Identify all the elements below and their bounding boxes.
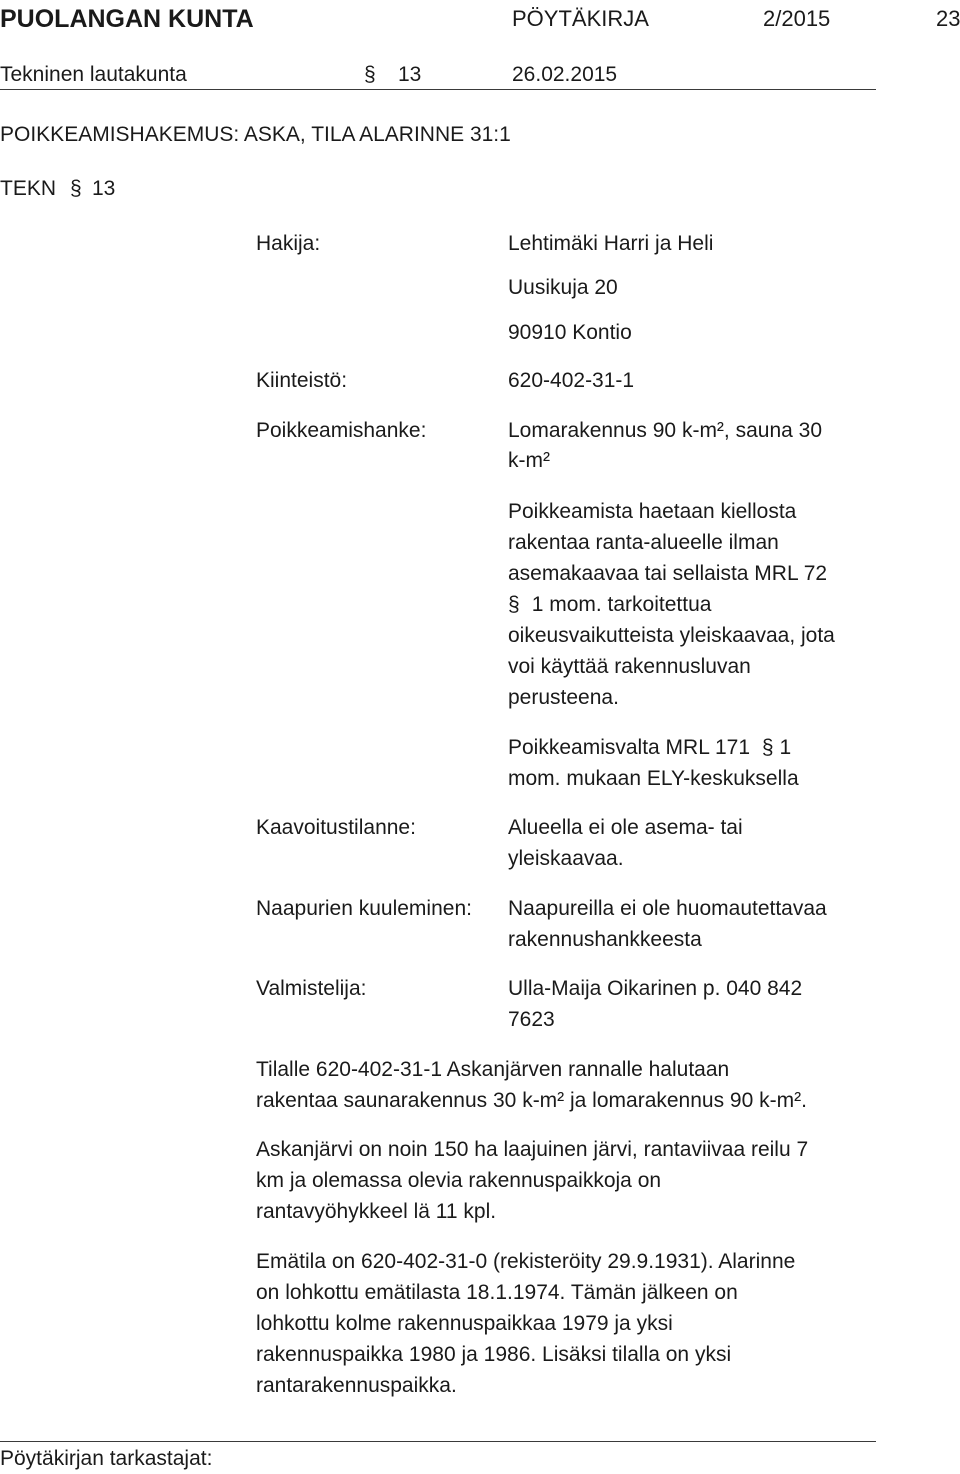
- zoning-label: Kaavoitustilanne:: [256, 816, 416, 839]
- note-line-text: 1 mom. tarkoitettua: [531, 593, 712, 616]
- neighbors-line: rakennushankkeesta: [508, 928, 702, 951]
- note-line: [508, 589, 888, 620]
- document-type: PÖYTÄKIRJA: [512, 6, 649, 31]
- body-paragraph-3: [256, 1246, 896, 1401]
- reference-symbol: §: [70, 177, 82, 200]
- footer-rule: [0, 1441, 876, 1442]
- neighbors-line: Naapureilla ei ole huomautettavaa: [508, 897, 827, 920]
- reference-prefix: TEKN: [0, 177, 57, 200]
- note-line: Poikkeamista haetaan kiellosta: [508, 500, 797, 523]
- paragraph-line: lohkottu kolme rakennuspaikkaa 1979 ja yksi: [256, 1312, 673, 1335]
- section-symbol: §: [761, 736, 774, 759]
- organization-name: PUOLANGAN KUNTA: [0, 5, 254, 33]
- reviewers-label: Pöytäkirjan tarkastajat:: [0, 1447, 213, 1470]
- note-line: perusteena.: [508, 686, 619, 709]
- note-line: rakentaa ranta-alueelle ilman: [508, 531, 779, 554]
- body-paragraph-1: [256, 1054, 896, 1116]
- section-symbol: §: [364, 63, 376, 86]
- property-label: Kiinteistö:: [256, 369, 348, 392]
- paragraph-line: km ja olemassa olevia rakennuspaikkoja on: [256, 1169, 662, 1192]
- applicant-label: Hakija:: [256, 232, 321, 255]
- applicant-city: 90910 Kontio: [508, 321, 632, 344]
- neighbors-value: [508, 893, 888, 955]
- zoning-value: [508, 812, 888, 874]
- property-value: 620-402-31-1: [508, 369, 635, 392]
- page-number: 23: [936, 6, 960, 31]
- note-line: voi käyttää rakennusluvan: [508, 655, 751, 678]
- authority-number: 1: [779, 736, 792, 759]
- paragraph-line: rantavyöhykkeel lä 11 kpl.: [256, 1200, 497, 1223]
- preparer-label: Valmistelija:: [256, 977, 367, 1000]
- project-line-1: Lomarakennus 90 k-m², sauna 30: [508, 419, 823, 442]
- paragraph-line: rakennuspaikka 1980 ja 1986. Lisäksi tilalla on yksi: [256, 1343, 732, 1366]
- authority-text: Poikkeamisvalta MRL 171: [508, 736, 750, 759]
- authority-line: mom. mukaan ELY-keskuksella: [508, 767, 799, 790]
- preparer-value: [508, 973, 888, 1035]
- paragraph-line: Askanjärvi on noin 150 ha laajuinen järvi, rantaviivaa reilu 7: [256, 1138, 809, 1161]
- project-note: [508, 496, 888, 713]
- authority-note: [508, 732, 888, 794]
- paragraph-line: rantarakennuspaikka.: [256, 1374, 457, 1397]
- section-number: 13: [398, 63, 422, 86]
- paragraph-line: rakentaa saunarakennus 30 k-m² ja lomarakennus 90 k-m².: [256, 1089, 807, 1112]
- neighbors-label: Naapurien kuuleminen:: [256, 897, 472, 920]
- note-line: asemakaavaa tai sellaista MRL 72: [508, 562, 828, 585]
- section-symbol: §: [508, 593, 520, 616]
- project-label: Poikkeamishanke:: [256, 419, 427, 442]
- document-title: POIKKEAMISHAKEMUS: ASKA, TILA ALARINNE 31:1: [0, 123, 511, 146]
- document-number: 2/2015: [763, 6, 831, 31]
- header-rule: [0, 89, 876, 90]
- reference-number: 13: [92, 177, 116, 200]
- zoning-line: yleiskaavaa.: [508, 847, 624, 870]
- zoning-line: Alueella ei ole asema- tai: [508, 816, 743, 839]
- paragraph-line: Tilalle 620-402-31-1 Askanjärven rannalle halutaan: [256, 1058, 730, 1081]
- project-line-2: k-m²: [508, 449, 550, 472]
- committee-name: Tekninen lautakunta: [0, 63, 187, 86]
- authority-line: [508, 732, 888, 763]
- paragraph-line: Emätila on 620-402-31-0 (rekisteröity 29.9.1931). Alarinne: [256, 1250, 796, 1273]
- applicant-name: Lehtimäki Harri ja Heli: [508, 232, 714, 255]
- preparer-line: 7623: [508, 1008, 555, 1031]
- body-paragraph-2: [256, 1134, 896, 1227]
- meeting-date: 26.02.2015: [512, 63, 618, 86]
- note-line: oikeusvaikutteista yleiskaavaa, jota: [508, 624, 835, 647]
- paragraph-line: on lohkottu emätilasta 18.1.1974. Tämän jälkeen on: [256, 1281, 738, 1304]
- applicant-street: Uusikuja 20: [508, 276, 618, 299]
- preparer-line: Ulla-Maija Oikarinen p. 040 842: [508, 977, 803, 1000]
